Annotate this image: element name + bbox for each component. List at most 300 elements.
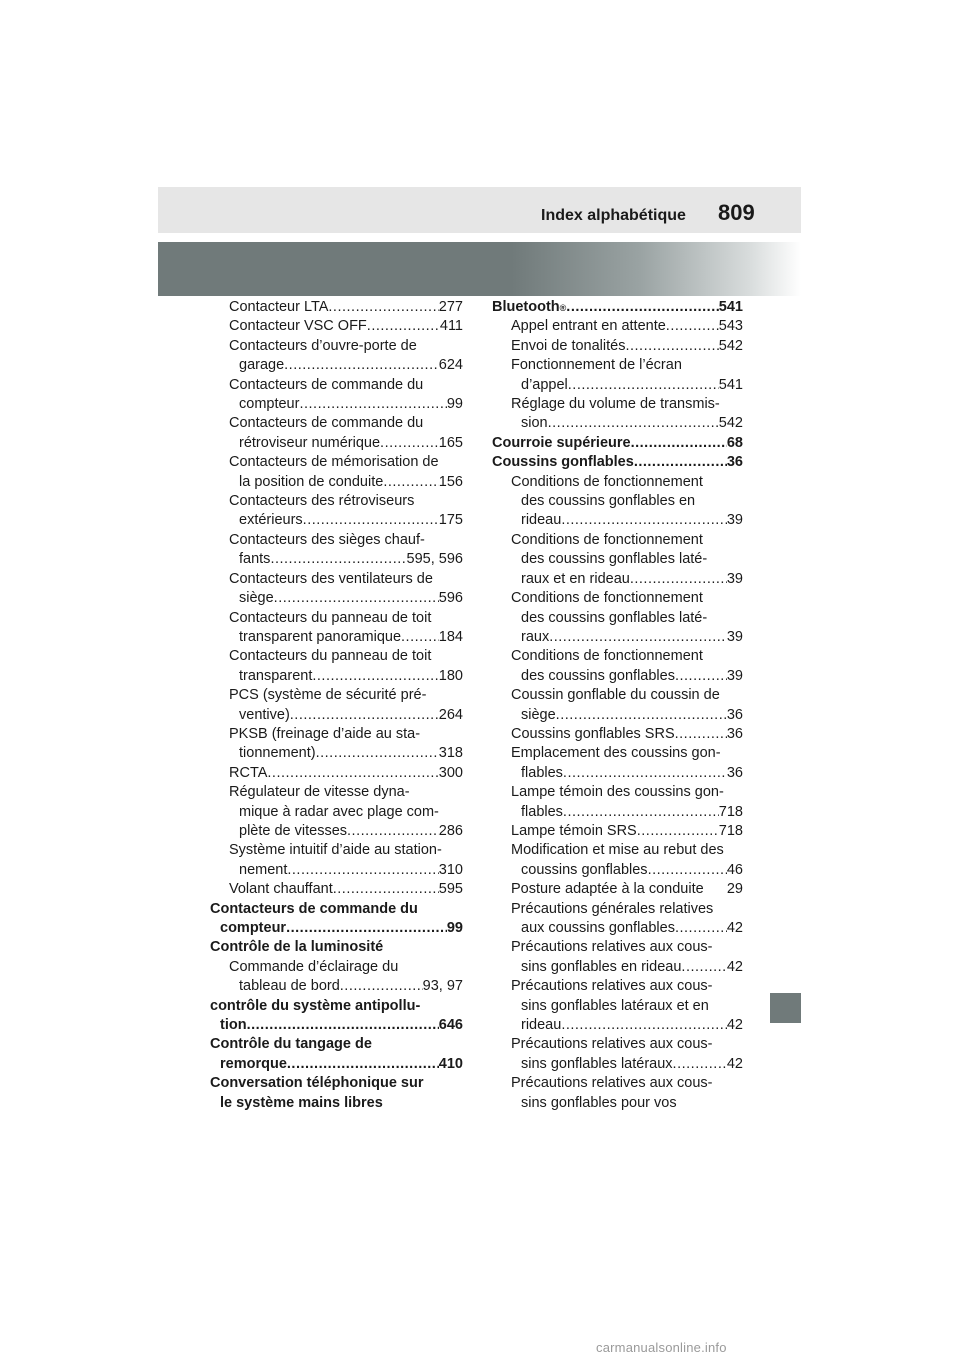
index-entry-continuation <box>492 376 743 395</box>
index-page-ref[interactable]: 68 <box>726 434 743 451</box>
leader-dots <box>648 861 727 880</box>
index-entry <box>210 725 463 764</box>
page-number: 809 <box>718 200 755 225</box>
index-entry-continuation <box>492 414 743 433</box>
leader-dots <box>630 570 727 589</box>
index-entry-text: transparent panoramique <box>239 628 402 645</box>
index-entry-text: des coussins gonflables en <box>521 493 696 510</box>
index-page-ref[interactable]: 543 <box>718 318 743 335</box>
index-page-ref[interactable]: 36 <box>726 706 743 723</box>
index-entry-text: Système intuitif d’aide au station- <box>229 842 442 859</box>
index-entry-text: sins gonflables pour vos <box>521 1094 677 1111</box>
index-entry-continuation <box>492 1094 743 1113</box>
index-entry-continuation <box>492 628 743 647</box>
index-entry-text: Contacteurs des ventilateurs de <box>229 570 433 587</box>
index-entry-text: extérieurs <box>239 512 303 529</box>
index-page-ref[interactable]: 718 <box>718 803 743 820</box>
index-entry-line <box>210 492 463 511</box>
leader-dots <box>563 764 727 783</box>
leader-dots <box>563 803 719 822</box>
index-entry <box>492 744 743 783</box>
leader-dots <box>634 453 727 472</box>
index-entry-line <box>492 589 743 608</box>
index-entry-line <box>210 900 463 919</box>
index-entry <box>210 609 463 648</box>
index-entry-continuation <box>210 589 463 608</box>
index-entry-text: sins gonflables latéraux <box>521 1055 673 1072</box>
index-entry <box>210 841 463 880</box>
index-entry-line <box>492 900 743 919</box>
index-entry-line <box>210 1035 463 1054</box>
index-entry-text: des coussins gonflables <box>521 667 675 684</box>
index-entry-text: sins gonflables latéraux et en <box>521 997 709 1014</box>
leader-dots <box>267 764 438 783</box>
index-entry-text: aux coussins gonflables <box>521 920 675 936</box>
index-column-left <box>210 298 463 1113</box>
index-page-ref[interactable]: 595, 596 <box>406 551 463 568</box>
index-page-ref[interactable]: 410 <box>438 1055 463 1072</box>
index-entry <box>210 570 463 609</box>
index-page-ref[interactable]: 42 <box>726 1055 743 1072</box>
index-entry-text: sion <box>521 415 548 432</box>
leader-dots <box>287 1055 439 1074</box>
index-entry-text: PCS (système de sécurité pré- <box>229 687 427 704</box>
index-entry <box>210 1074 463 1113</box>
index-entry-line <box>210 337 463 356</box>
index-entry <box>210 531 463 570</box>
index-entry-continuation <box>492 997 743 1016</box>
index-entry-line <box>492 395 743 414</box>
index-page-ref[interactable]: 277 <box>438 299 463 315</box>
index-entry-line <box>492 337 743 356</box>
index-page-ref[interactable]: 39 <box>726 570 743 587</box>
header-band <box>158 187 801 233</box>
index-entry-text: Bluetooth <box>492 299 560 315</box>
index-page-ref[interactable]: 99 <box>446 396 463 413</box>
index-entry <box>492 1035 743 1074</box>
index-entry-line <box>492 531 743 550</box>
leader-dots <box>367 317 440 336</box>
index-entry-text: Coussins gonflables <box>492 454 634 471</box>
index-entry <box>210 997 463 1036</box>
index-entry-text: Contacteurs des rétroviseurs <box>229 493 415 510</box>
index-entry-line <box>492 1074 743 1093</box>
index-entry-line <box>210 317 463 336</box>
index-entry <box>492 647 743 686</box>
index-entry-line: Bluetooth ® ..... 541 <box>492 298 743 317</box>
index-entry-line <box>210 376 463 395</box>
index-entry <box>492 977 743 1035</box>
index-entry <box>492 434 743 453</box>
leader-dots <box>561 511 727 530</box>
index-entry-continuation <box>210 473 463 492</box>
leader-dots <box>568 376 719 395</box>
index-entry <box>210 686 463 725</box>
leader-dots <box>566 298 719 317</box>
index-page-ref[interactable]: 184 <box>438 628 463 645</box>
index-entry-line <box>492 977 743 996</box>
index-entry <box>492 589 743 647</box>
index-entry-text: siège <box>521 706 556 723</box>
index-entry-line <box>210 453 463 472</box>
index-entry <box>210 376 463 415</box>
index-entry-continuation <box>210 511 463 530</box>
index-entry-text: Contacteurs du panneau de toit <box>229 648 432 665</box>
index-entry-text: Emplacement des coussins gon- <box>511 745 721 762</box>
index-entry-continuation <box>492 958 743 977</box>
leader-dots <box>675 919 727 938</box>
index-entry-text: rideau <box>521 1017 562 1034</box>
leader-dots <box>556 706 727 725</box>
index-page-ref[interactable]: 36 <box>726 454 743 471</box>
leader-dots <box>666 317 719 336</box>
index-page-ref[interactable]: 300 <box>438 764 463 781</box>
leader-dots <box>675 725 727 744</box>
index-page-ref[interactable]: 646 <box>438 1017 463 1034</box>
index-entry <box>492 725 743 744</box>
index-entry-continuation <box>210 1055 463 1074</box>
index-entry-text: Fonctionnement de l’écran <box>511 357 682 374</box>
leader-dots <box>287 861 438 880</box>
section-title: Index alphabétique <box>541 207 686 224</box>
index-entry-line <box>210 997 463 1016</box>
leader-dots <box>383 473 438 492</box>
index-entry-text: le système mains libres <box>220 1094 383 1111</box>
index-page-ref[interactable]: 165 <box>438 434 463 451</box>
index-entry-text: Posture adaptée à la conduite <box>511 881 704 898</box>
index-page-ref[interactable]: 99 <box>446 920 463 936</box>
index-entry-text: Conditions de fonctionnement <box>511 648 703 665</box>
index-entry <box>492 356 743 395</box>
index-entry-continuation <box>210 395 463 414</box>
index-entry-text: Contacteurs de commande du <box>229 415 424 432</box>
index-entry-line <box>210 647 463 666</box>
index-entry <box>210 938 463 957</box>
index-entry-text: d’appel <box>521 376 568 393</box>
index-entry-text: des coussins gonflables laté- <box>521 609 708 626</box>
index-entry-text: mique à radar avec plage com- <box>239 803 439 820</box>
index-page-ref[interactable]: 42 <box>726 920 743 936</box>
index-entry-line <box>210 1074 463 1093</box>
index-page-ref[interactable]: 542 <box>718 415 743 432</box>
index-entry-text: remorque <box>220 1055 287 1072</box>
index-page-ref[interactable]: 175 <box>438 512 463 529</box>
leader-dots <box>681 958 726 977</box>
index-entry-line <box>210 298 463 317</box>
index-entry <box>492 453 743 472</box>
index-entry-text: Contacteurs de mémorisation de <box>229 454 439 471</box>
leader-dots <box>347 822 439 841</box>
index-page-ref[interactable]: 39 <box>726 667 743 684</box>
index-entry-continuation <box>210 919 463 938</box>
index-entry-text: PKSB (freinage d’aide au sta- <box>229 725 421 742</box>
index-entry <box>210 647 463 686</box>
index-entry <box>492 1074 743 1113</box>
index-page-ref[interactable]: 93, 97 <box>422 978 463 995</box>
leader-dots <box>637 822 719 841</box>
index-entry-text: rétroviseur numérique <box>239 434 381 451</box>
index-entry-continuation <box>492 1016 743 1035</box>
index-entry-text: Contacteurs des sièges chauf- <box>229 531 425 548</box>
index-entry-continuation <box>210 550 463 569</box>
index-entry-text: flables <box>521 803 563 820</box>
chapter-side-tab <box>770 993 801 1023</box>
index-page-ref[interactable]: 595 <box>438 881 463 898</box>
index-column-right <box>492 298 743 1113</box>
leader-dots <box>284 356 439 375</box>
leader-dots <box>328 298 438 317</box>
leader-dots <box>316 744 439 763</box>
index-entry-line <box>492 317 743 336</box>
index-entry-text: Conditions de fonctionnement <box>511 590 703 607</box>
watermark: carmanualsonline.info <box>596 1340 727 1355</box>
index-entry <box>210 317 463 336</box>
index-entry-text: garage <box>239 357 285 374</box>
index-entry-text: tion <box>220 1017 247 1034</box>
index-entry-text: contrôle du système antipollu- <box>210 997 421 1014</box>
index-entry-line <box>210 531 463 550</box>
index-entry-text: Courroie supérieure <box>492 434 631 451</box>
index-entry-text: Lampe témoin SRS <box>511 822 637 839</box>
index-page-ref[interactable]: 36 <box>726 764 743 781</box>
index-entry-continuation <box>492 570 743 589</box>
index-entry-text: Contrôle du tangage de <box>210 1036 372 1053</box>
index-entry <box>210 900 463 939</box>
leader-dots <box>274 589 439 608</box>
index-entry-text: Précautions relatives aux cous- <box>511 1075 713 1092</box>
index-entry-text: Coussins gonflables SRS <box>511 725 675 742</box>
leader-dots <box>625 337 718 356</box>
index-entry-continuation <box>492 764 743 783</box>
index-entry-text: coussins gonflables <box>521 861 648 878</box>
leader-dots <box>561 1016 727 1035</box>
index-entry-text: Réglage du volume de transmis- <box>511 396 720 413</box>
index-entry-line <box>492 744 743 763</box>
index-entry-text: Conditions de fonctionnement <box>511 531 703 548</box>
index-entry-continuation <box>210 434 463 453</box>
index-entry <box>210 337 463 376</box>
index-entry-text: rideau <box>521 512 562 529</box>
index-entry-continuation <box>210 822 463 841</box>
index-entry-text: Conditions de fonctionnement <box>511 473 703 490</box>
index-entry <box>492 298 743 317</box>
leader-dots <box>548 414 719 433</box>
index-page-ref[interactable]: 36 <box>726 725 743 742</box>
index-page-ref[interactable]: 180 <box>438 667 463 684</box>
index-entry <box>492 822 743 841</box>
index-entry-text: nement <box>239 861 288 878</box>
index-entry-line <box>492 822 743 841</box>
index-entry-line <box>492 473 743 492</box>
index-entry-text: Commande d’éclairage du <box>229 958 399 975</box>
index-entry-text: Modification et mise au rebut des <box>511 842 724 859</box>
index-entry-line <box>492 686 743 705</box>
index-entry-text: siège <box>239 590 274 607</box>
index-page-ref[interactable]: 42 <box>726 958 743 975</box>
index-entry-line <box>492 725 743 744</box>
index-entry-line <box>210 570 463 589</box>
index-entry-text: Volant chauffant <box>229 881 333 898</box>
index-entry <box>492 531 743 589</box>
leader-dots <box>247 1016 439 1035</box>
leader-dots <box>290 706 439 725</box>
index-entry-text: flables <box>521 764 563 781</box>
index-page-ref[interactable]: 264 <box>438 706 463 723</box>
index-page-ref[interactable]: 542 <box>718 337 743 354</box>
leader-dots <box>673 1055 727 1074</box>
index-entry-text: RCTA <box>229 764 268 781</box>
index-entry-text: sins gonflables en rideau <box>521 958 682 975</box>
index-entry <box>492 395 743 434</box>
index-page-ref[interactable]: 39 <box>726 628 743 645</box>
index-entry-line <box>492 453 743 472</box>
leader-dots <box>401 628 439 647</box>
index-page-ref[interactable]: 310 <box>438 861 463 878</box>
index-page-ref[interactable]: 541 <box>718 299 743 315</box>
index-entry-line <box>492 783 743 802</box>
index-entry-continuation <box>210 744 463 763</box>
index-entry-text: tableau de bord <box>239 978 340 995</box>
index-entry-line <box>210 841 463 860</box>
index-page-ref[interactable]: 318 <box>438 745 463 762</box>
index-page-ref[interactable]: 718 <box>718 822 743 839</box>
index-page-ref[interactable]: 39 <box>726 512 743 529</box>
index-entry-continuation <box>210 356 463 375</box>
leader-dots <box>333 880 439 899</box>
index-entry-text: Contacteurs du panneau de toit <box>229 609 432 626</box>
leader-dots <box>380 434 439 453</box>
index-entry <box>210 764 463 783</box>
index-entry-line <box>210 764 463 783</box>
index-entry-text: Envoi de tonalités <box>511 337 626 354</box>
leader-dots <box>340 977 423 996</box>
index-page-ref[interactable]: 541 <box>718 376 743 393</box>
index-entry-line <box>492 434 743 453</box>
index-entry-line <box>210 414 463 433</box>
index-entry-line <box>492 938 743 957</box>
index-entry-text: plète de vitesses <box>239 822 348 839</box>
index-entry-line <box>492 356 743 375</box>
index-entry <box>210 958 463 997</box>
index-entry-text: tionnement) <box>239 745 316 762</box>
index-entry-text: la position de conduite <box>239 473 384 490</box>
index-entry <box>210 492 463 531</box>
index-entry-text: Contacteurs de commande du <box>229 376 424 393</box>
index-entry-text: compteur <box>220 920 287 936</box>
index-entry-text: transparent <box>239 667 313 684</box>
leader-dots <box>549 628 727 647</box>
index-page-ref[interactable]: 624 <box>438 357 463 374</box>
leader-dots <box>675 667 727 686</box>
index-entry-text: Précautions générales relatives <box>511 900 714 917</box>
leader-dots <box>270 550 406 569</box>
index-entry <box>210 453 463 492</box>
index-entry-continuation <box>492 667 743 686</box>
index-entry-continuation <box>492 492 743 511</box>
index-entry <box>210 298 463 317</box>
index-entry-continuation <box>492 919 743 938</box>
index-entry-text: Contacteurs d’ouvre-porte de <box>229 337 417 354</box>
index-entry-text: Contrôle de la luminosité <box>210 939 384 956</box>
index-entry-line <box>210 783 463 802</box>
index-entry-line <box>210 958 463 977</box>
index-entry <box>492 473 743 531</box>
index-entry-text: fants <box>239 551 271 568</box>
index-entry-line <box>210 686 463 705</box>
index-entry-continuation <box>210 706 463 725</box>
index-entry-text: raux et en rideau <box>521 570 630 587</box>
index-page-ref[interactable]: 29 <box>726 881 743 898</box>
index-entry-text: Précautions relatives aux cous- <box>511 978 713 995</box>
index-entry-line <box>210 725 463 744</box>
index-entry-text: raux <box>521 628 550 645</box>
index-entry-continuation <box>210 667 463 686</box>
index-entry <box>492 880 743 899</box>
index-entry-text: ventive) <box>239 706 290 723</box>
index-entry-text: Régulateur de vitesse dyna- <box>229 784 410 801</box>
index-entry-line <box>210 880 463 899</box>
decorative-gradient-band <box>158 242 801 296</box>
index-entry <box>492 938 743 977</box>
index-page-ref[interactable]: 156 <box>438 473 463 490</box>
index-entry-text: Précautions relatives aux cous- <box>511 1036 713 1053</box>
index-entry-text: des coussins gonflables laté- <box>521 551 708 568</box>
index-entry <box>492 317 743 336</box>
index-entry-line <box>492 1035 743 1054</box>
index-entry-continuation <box>210 803 463 822</box>
leader-dots <box>303 511 439 530</box>
index-entry-text: Contacteur VSC OFF <box>229 318 367 335</box>
index-entry-continuation <box>492 1055 743 1074</box>
index-entry-line <box>492 841 743 860</box>
index-entry-line <box>492 880 743 899</box>
index-entry-continuation <box>492 550 743 569</box>
index-entry <box>492 841 743 880</box>
index-page-ref[interactable]: 286 <box>438 822 463 839</box>
leader-dots <box>312 667 438 686</box>
index-page-ref[interactable]: 46 <box>726 861 743 878</box>
index-entry-continuation <box>210 628 463 647</box>
index-entry-text: Précautions relatives aux cous- <box>511 939 713 956</box>
index-entry-text: Conversation téléphonique sur <box>210 1075 424 1092</box>
index-entry-text: Appel entrant en attente <box>511 318 666 335</box>
index-entry <box>492 686 743 725</box>
leader-dots <box>299 395 446 414</box>
index-entry-continuation <box>492 861 743 880</box>
index-entry <box>210 783 463 841</box>
index-entry-continuation <box>492 511 743 530</box>
index-page-ref[interactable]: 42 <box>726 1017 743 1034</box>
leader-dots <box>286 919 447 938</box>
index-entry-continuation <box>210 861 463 880</box>
index-entry-continuation <box>210 1094 463 1113</box>
index-entry-continuation <box>210 1016 463 1035</box>
index-entry-line <box>210 938 463 957</box>
index-entry-text: Lampe témoin des coussins gon- <box>511 784 724 801</box>
index-entry-text: Contacteurs de commande du <box>210 900 418 917</box>
index-entry <box>210 414 463 453</box>
index-entry-continuation <box>492 706 743 725</box>
index-page-ref[interactable]: 411 <box>439 318 463 335</box>
index-entry-text: Contacteur LTA <box>229 299 329 315</box>
index-entry-text: compteur <box>239 396 300 413</box>
index-entry-continuation <box>492 609 743 628</box>
index-entry <box>492 900 743 939</box>
index-entry <box>210 1035 463 1074</box>
index-entry-text: Coussin gonflable du coussin de <box>511 687 720 704</box>
index-entry-line <box>210 609 463 628</box>
index-page-ref[interactable]: 596 <box>438 590 463 607</box>
